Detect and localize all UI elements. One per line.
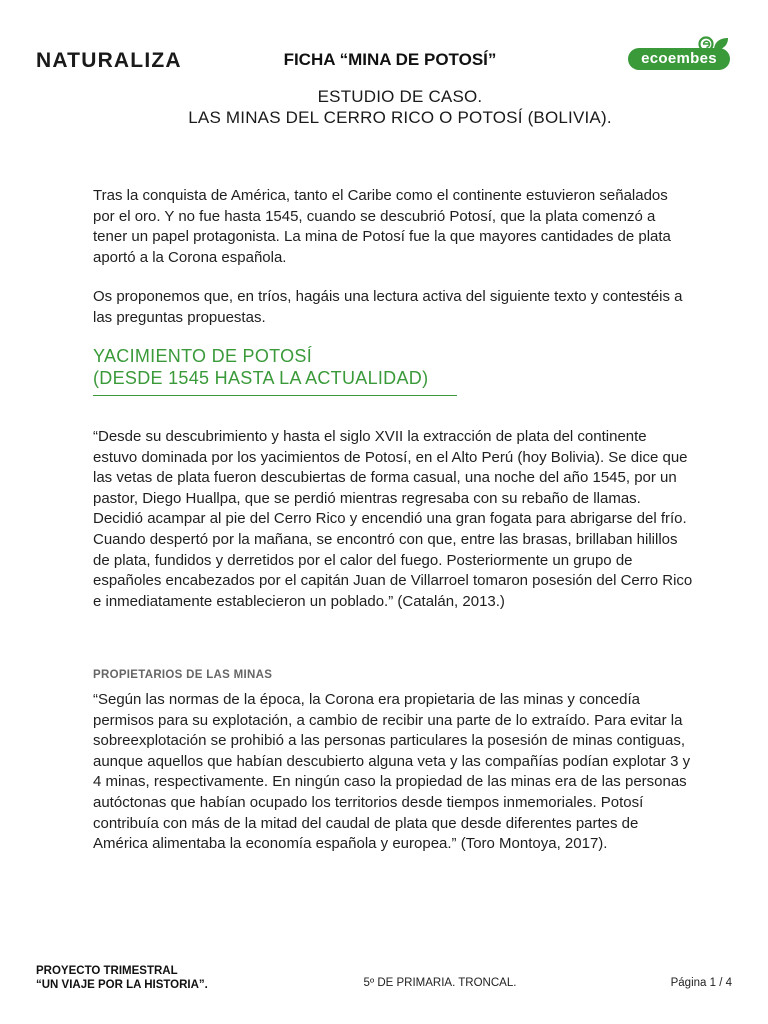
footer-project bbox=[36, 964, 208, 992]
naturaliza-logo bbox=[36, 48, 206, 74]
footer-project-line-2: “UN VIAJE POR LA HISTORIA”. bbox=[36, 979, 208, 991]
page-title: FICHA “MINA DE POTOSÍ” bbox=[283, 50, 497, 69]
subheading-propietarios: PROPIETARIOS DE LAS MINAS bbox=[93, 669, 273, 681]
quote-toro-montoya: “Según las normas de la época, la Corona era propietaria de las minas y concedía permisos para su explotación, a cambio de recibir una parte de lo extraído. Para evitar la sobreexplotación se prohibió a las personas particulares la posesión de minas contiguas, aunque aquellos que habían descubierto alguna veta y las compañías podían explotar 3 y 4 minas, respectivamente. En ningún caso la propiedad de las minas era de las personas autóctonas que habían ocupado los territorios desde tiempos inmemoriales. Potosí contribuía con más de la mitad del caudal de plata que desde diferentes partes de América alimentaba la economía española y europea.” (Toro Montoya, 2017). bbox=[93, 691, 691, 853]
ecoembes-logo-text: ecoembes bbox=[628, 48, 730, 70]
intro-paragraph-2: Os proponemos que, en tríos, hagáis una lectura activa del siguiente texto y contestéis a las preguntas propuestas. bbox=[93, 288, 683, 326]
section-heading bbox=[93, 345, 428, 389]
page-number: Página 1 / 4 bbox=[670, 977, 732, 989]
quote-catalan: “Desde su descubrimiento y hasta el siglo XVII la extracción de plata del continente estuvo dominada por los yacimientos de Potosí, en el Alto Perú (hoy Bolivia). Se dice que las vetas de plata fueron descubiertas de forma casual, una noche del año 1545, por un pastor, Diego Huallpa, que se perdió mientras regresaba con su rebaño de llamas. Decidió acampar al pie del Cerro Rico y encendió una gran fogata para abrigarse del frío. Cuando despertó por la mañana, se encontró con que, entre las brasas, brillaban hilillos de plata, fundidos y derretidos por el calor del fuego. Posteriormente un grupo de españoles encabezados por el capitán Juan de Villarroel tomaron posesión del Cerro Rico e inmediatamente establecieron un poblado.” (Catalán, 2013.) bbox=[93, 428, 693, 610]
ecoembes-logo bbox=[626, 36, 734, 74]
section-heading-line-1: YACIMIENTO DE POTOSÍ bbox=[93, 346, 313, 366]
section-heading-line-2: (DESDE 1545 HASTA LA ACTUALIDAD) bbox=[93, 368, 429, 388]
naturaliza-logo-text: NATURALIZA bbox=[36, 49, 182, 72]
subtitle-line-2: LAS MINAS DEL CERRO RICO O POTOSÍ (BOLIVIA). bbox=[188, 108, 612, 127]
footer-project-line-1: PROYECTO TRIMESTRAL bbox=[36, 965, 178, 977]
section-divider bbox=[93, 395, 457, 396]
subtitle-line-1: ESTUDIO DE CASO. bbox=[317, 87, 483, 106]
intro-paragraph-1: Tras la conquista de América, tanto el Caribe como el continente estuvieron señalados por el oro. Y no fue hasta 1545, cuando se descubrió Potosí, que la plata comenzó a tener un papel protagonista. La mina de Potosí fue la que mayores cantidades de plata aportó a la Corona española. bbox=[93, 187, 671, 266]
footer-grade: 5º DE PRIMARIA. TRONCAL. bbox=[363, 977, 517, 989]
